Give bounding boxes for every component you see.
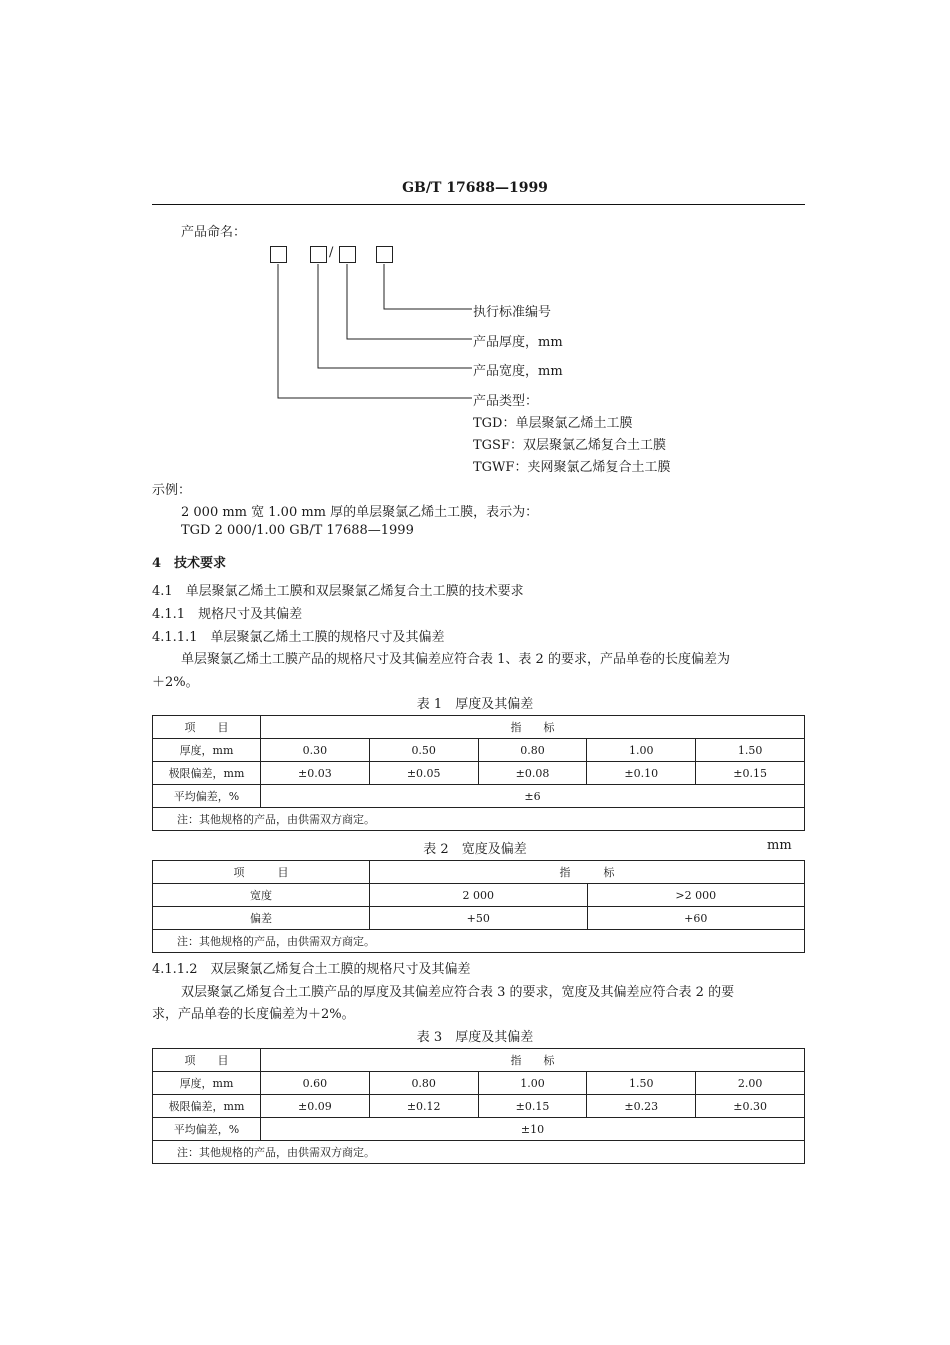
table-2-cell: 2 000 — [370, 884, 588, 907]
leader-type — [278, 264, 472, 398]
table-1-cell: ±0.03 — [261, 762, 370, 785]
leader-thickness — [347, 264, 472, 339]
paragraph-1: 单层聚氯乙烯土工膜产品的规格尺寸及其偏差应符合表 1、表 2 的要求，产品单卷的长度偏差为 — [181, 652, 730, 667]
table-2-row-label: 宽度 — [153, 884, 370, 907]
leader-width — [318, 264, 472, 368]
naming-label: 产品命名： — [181, 225, 247, 240]
section-4-1-1-heading: 4.1.1 规格尺寸及其偏差 — [152, 607, 303, 622]
table-3-cell: ±0.12 — [369, 1095, 478, 1118]
table-2-cell: >2 000 — [587, 884, 805, 907]
type-tgwf: TGWF：夹网聚氯乙烯复合土工膜 — [473, 460, 671, 475]
table-3-cell: ±10 — [261, 1118, 805, 1141]
paragraph-2: 双层聚氯乙烯复合土工膜产品的厚度及其偏差应符合表 3 的要求，宽度及其偏差应符合表 2 的要 — [181, 985, 735, 1000]
section-4-heading: 4 技术要求 — [152, 556, 227, 571]
section-4-1-heading: 4.1 单层聚氯乙烯土工膜和双层聚氯乙烯复合土工膜的技术要求 — [152, 584, 524, 599]
callout-thickness: 产品厚度，mm — [473, 335, 563, 350]
table-1-row-label: 厚度，mm — [153, 739, 261, 762]
table-3 — [152, 1048, 805, 1164]
table-1-cell: 1.00 — [587, 739, 696, 762]
table-2-caption: 表 2 宽度及偏差 — [423, 842, 527, 857]
section-4-1-1-2-heading: 4.1.1.2 双层聚氯乙烯复合土工膜的规格尺寸及其偏差 — [152, 962, 471, 977]
standard-number-header: GB/T 17688—1999 — [402, 180, 548, 196]
paragraph-2-cont: 求，产品单卷的长度偏差为＋2%。 — [152, 1007, 355, 1022]
table-1-caption: 表 1 厚度及其偏差 — [416, 697, 534, 712]
table-1 — [152, 715, 805, 831]
table-3-header-index: 指 标 — [261, 1049, 805, 1072]
paragraph-1-cont: ＋2%。 — [152, 675, 199, 690]
table-1-row-label: 平均偏差，% — [153, 785, 261, 808]
table-1-note: 注：其他规格的产品，由供需双方商定。 — [153, 808, 805, 831]
table-3-cell: 1.50 — [587, 1072, 696, 1095]
table-3-cell: ±0.15 — [478, 1095, 587, 1118]
callout-standard: 执行标准编号 — [473, 305, 552, 320]
table-2-cell: +60 — [587, 907, 805, 930]
leader-standard — [384, 264, 472, 309]
table-3-row-label: 极限偏差，mm — [153, 1095, 261, 1118]
table-1-header-item: 项 目 — [153, 716, 261, 739]
table-3-cell: 2.00 — [696, 1072, 805, 1095]
callout-width: 产品宽度，mm — [473, 364, 563, 379]
table-2 — [152, 860, 805, 953]
table-3-cell: 1.00 — [478, 1072, 587, 1095]
table-3-row-label: 厚度，mm — [153, 1072, 261, 1095]
table-3-cell: 0.80 — [369, 1072, 478, 1095]
table-3-cell: ±0.23 — [587, 1095, 696, 1118]
table-2-note: 注：其他规格的产品，由供需双方商定。 — [153, 930, 805, 953]
table-3-caption: 表 3 厚度及其偏差 — [416, 1030, 534, 1045]
table-3-note: 注：其他规格的产品，由供需双方商定。 — [153, 1141, 805, 1164]
table-3-cell: ±0.09 — [261, 1095, 370, 1118]
table-1-cell: ±0.10 — [587, 762, 696, 785]
type-tgsf: TGSF：双层聚氯乙烯复合土工膜 — [473, 438, 666, 453]
table-3-cell: 0.60 — [261, 1072, 370, 1095]
example-line-1: 2 000 mm 宽 1.00 mm 厚的单层聚氯乙烯土工膜，表示为： — [181, 505, 539, 520]
table-1-cell: ±0.05 — [369, 762, 478, 785]
table-1-cell: 0.30 — [261, 739, 370, 762]
table-3-cell: ±0.30 — [696, 1095, 805, 1118]
example-label: 示例： — [152, 483, 192, 498]
table-2-header-index: 指 标 — [370, 861, 805, 884]
table-3-row-label: 平均偏差，% — [153, 1118, 261, 1141]
example-line-2: TGD 2 000/1.00 GB/T 17688—1999 — [181, 523, 414, 538]
table-2-cell: +50 — [370, 907, 588, 930]
callout-type: 产品类型： — [473, 394, 539, 409]
section-4-1-1-1-heading: 4.1.1.1 单层聚氯乙烯土工膜的规格尺寸及其偏差 — [152, 630, 445, 645]
table-2-unit: mm — [767, 838, 792, 853]
table-1-header-index: 指 标 — [261, 716, 805, 739]
table-2-header-item: 项 目 — [153, 861, 370, 884]
table-1-cell: ±6 — [261, 785, 805, 808]
table-1-cell: 1.50 — [696, 739, 805, 762]
table-3-header-item: 项 目 — [153, 1049, 261, 1072]
table-1-cell: 0.50 — [369, 739, 478, 762]
table-1-cell: ±0.15 — [696, 762, 805, 785]
table-1-cell: 0.80 — [478, 739, 587, 762]
table-2-row-label: 偏差 — [153, 907, 370, 930]
type-tgd: TGD：单层聚氯乙烯土工膜 — [473, 416, 633, 431]
table-1-cell: ±0.08 — [478, 762, 587, 785]
naming-slash: / — [329, 245, 334, 260]
table-1-row-label: 极限偏差，mm — [153, 762, 261, 785]
